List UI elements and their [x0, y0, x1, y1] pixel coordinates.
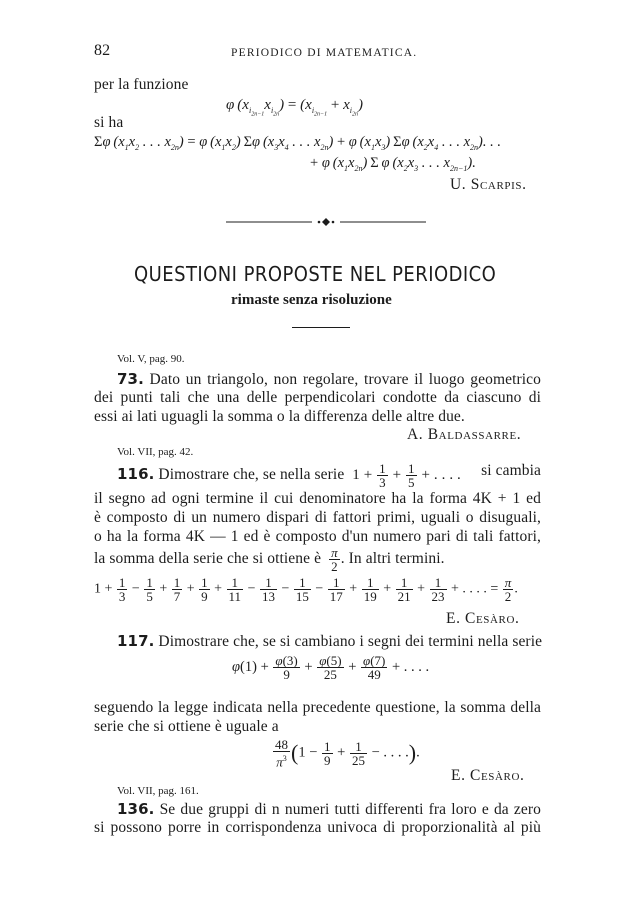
- author-signature: E. Cesàro.: [451, 767, 525, 784]
- fraction-pi-over-2: $\frac{\pi}{2}$: [331, 545, 338, 574]
- volume-reference: Vol. VII, pag. 161.: [117, 785, 199, 797]
- section-subtitle: rimaste senza risoluzione: [231, 292, 392, 308]
- title-rule: [292, 327, 350, 328]
- page-number: 82: [94, 42, 111, 59]
- result-formula: $\frac{48}{\pi^3}$ (1 − $\frac{1}{9}$ + $\frac{1}{25}$ − . . . .).: [275, 737, 420, 770]
- question-line: dei punti tali che una delle perpendicolari condotte da ciascuno di: [94, 389, 541, 406]
- author-signature: E. Cesàro.: [446, 610, 520, 627]
- series-head: 1 + $\frac{1}{3}$ + $\frac{1}{5}$ + . . . .: [352, 461, 461, 490]
- question-number: 116.: [117, 464, 155, 483]
- question-line: o ha la forma 4K — 1 ed è composto d'un numero pari di tali fattori,: [94, 528, 541, 545]
- formula-sum-line-2: + φ $(x_1x_{2n})$ Σ φ ($x_2x_3$ . . . $x_{2n-1}$).: [310, 155, 476, 173]
- question-line: 136. Se due gruppi di n numeri tutti differenti fra loro e da zero: [117, 800, 541, 818]
- author-signature: A. Baldassarre.: [407, 426, 522, 443]
- question-line: il segno ad ogni termine il cui denominatore ha la forma 4K + 1 ed: [94, 490, 541, 507]
- formula-sum-line-1: Σφ ($x_1x_2$ . . . $x_{2n}) = \varphi$ $(x_1x_2)$ Σφ ($x_3x_4$ . . . $x_{2n}) + \varphi$ $(x_1x_3)$ Σφ ($x_2x_4$ . . . $x_{2n}$). . .: [94, 134, 501, 152]
- formula-phi: φ $(x_{i_{2n-1}}x_{i_{2n}}) = (x_{i_{2n-1}} + x_{i_{2n}})$: [226, 97, 363, 118]
- question-line: 117. Dimostrare che, se si cambiano i segni dei termini nella serie: [117, 632, 543, 650]
- question-line: si possono porre in corrispondenza univoca di proporzionalità al più: [94, 819, 541, 836]
- question-number: 73.: [117, 370, 144, 388]
- series-formula: φ(1) + $\frac{\varphi(3)}{9}$ + $\frac{\varphi(5)}{25}$ + $\frac{\varphi(7)}{49}$ + . . . .: [232, 653, 430, 682]
- ornament-divider: [226, 216, 426, 228]
- series-formula: 1 + $\frac{1}{3}$ − $\frac{1}{5}$ + $\frac{1}{7}$ + $\frac{1}{9}$ + $\frac{1}{11}$ − $\frac{1}{13}$ − $\frac{1}{15}$ − $\frac{1}{17}$ + $\frac{1}{19}$ + $\frac{1}{21}$ + $\frac{1}{23}$ + . . . . = $\frac{\pi}{2}$ .: [94, 575, 518, 604]
- question-line: essi ai lati uguagli la somma o la differenza delle altre due.: [94, 408, 465, 425]
- section-title: QUESTIONI PROPOSTE NEL PERIODICO: [134, 262, 497, 286]
- paragraph-line: per la funzione: [94, 76, 189, 93]
- question-number: 117.: [117, 632, 155, 650]
- paragraph-line: si ha: [94, 114, 124, 131]
- question-line: seguendo la legge indicata nella precedente questione, la somma della: [94, 699, 541, 716]
- question-line: 73. Dato un triangolo, non regolare, trovare il luogo geometrico: [117, 370, 541, 388]
- author-signature: U. Scarpis.: [450, 176, 527, 193]
- question-number: 136.: [117, 800, 155, 818]
- question-line: serie che si ottiene è uguale a: [94, 718, 279, 735]
- question-line: 116. Dimostrare che, se nella serie 1 + $\frac{1}{3}$ + $\frac{1}{5}$ + . . . . si cambia: [117, 461, 541, 490]
- volume-reference: Vol. V, pag. 90.: [117, 353, 185, 365]
- question-line: è composto di un numero dispari di fattori primi, uguali o disuguali,: [94, 509, 541, 526]
- question-line: la somma della serie che si ottiene è $\frac{\pi}{2}$ . In altri termini.: [94, 545, 445, 574]
- running-title: PERIODICO DI MATEMATICA.: [231, 47, 418, 59]
- volume-reference: Vol. VII, pag. 42.: [117, 446, 194, 458]
